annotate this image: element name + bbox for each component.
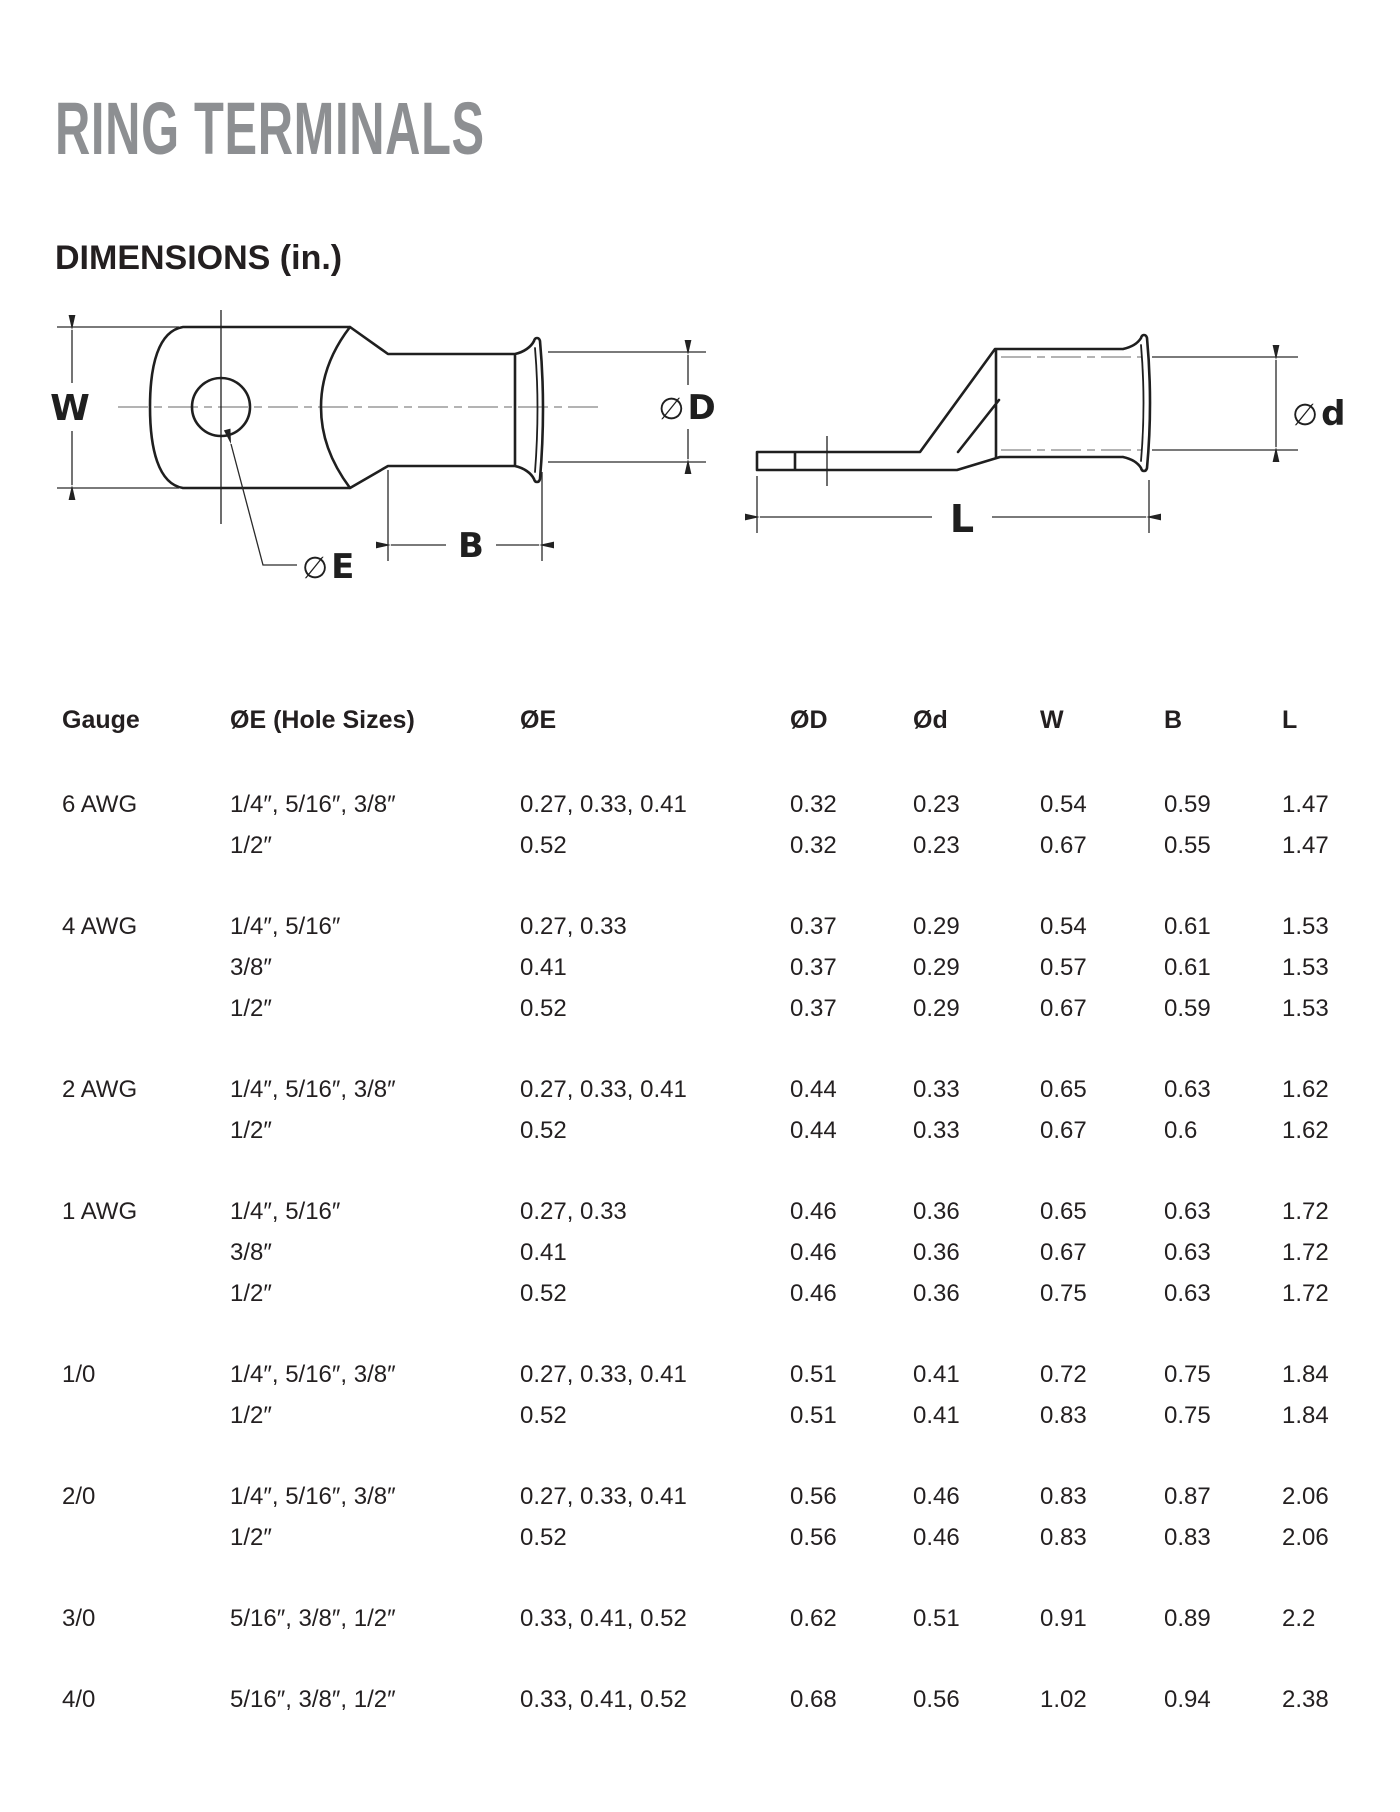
cell-hole-sizes: 5/16″, 3/8″, 1/2″ — [230, 1604, 396, 1632]
cell-l: 1.72 — [1282, 1238, 1329, 1266]
cell-od-small: 0.46 — [913, 1482, 960, 1510]
cell-l: 1.84 — [1282, 1360, 1329, 1388]
cell-hole-sizes: 1/4″, 5/16″ — [230, 1197, 341, 1225]
cell-b: 0.87 — [1164, 1482, 1211, 1510]
cell-w: 0.67 — [1040, 994, 1087, 1022]
table-row — [62, 1354, 1374, 1395]
hole-dia-label — [302, 547, 354, 587]
terminal-drawings-svg — [0, 290, 1400, 590]
spec-table-header — [62, 700, 1374, 741]
cell-gauge: 4 AWG — [62, 912, 138, 940]
page-title: RING TERMINALS — [55, 87, 485, 170]
cell-l: 1.53 — [1282, 994, 1329, 1022]
cell-hole-sizes: 3/8″ — [230, 953, 272, 981]
hole-dia-letter: E — [331, 547, 355, 587]
table-row — [62, 1232, 1374, 1273]
cell-b: 0.63 — [1164, 1197, 1211, 1225]
terminal-top-view-diagram — [50, 310, 716, 587]
cell-b: 0.75 — [1164, 1360, 1211, 1388]
cell-b: 0.55 — [1164, 831, 1211, 859]
cell-b: 0.61 — [1164, 953, 1211, 981]
header-gauge: Gauge — [62, 706, 140, 734]
cell-w: 0.67 — [1040, 1116, 1087, 1144]
cell-w: 0.54 — [1040, 912, 1087, 940]
cell-gauge: 1/0 — [62, 1360, 96, 1388]
w-dimension-label: W — [50, 388, 90, 429]
dimension-diagrams — [0, 290, 1400, 590]
cell-hole-sizes: 1/4″, 5/16″, 3/8″ — [230, 790, 396, 818]
table-group — [62, 1598, 1374, 1639]
cell-l: 1.62 — [1282, 1075, 1329, 1103]
cell-od-small: 0.56 — [913, 1685, 960, 1713]
l-dimension-label: L — [949, 497, 975, 541]
cell-od: 0.37 — [790, 994, 837, 1022]
cell-od-small: 0.41 — [913, 1401, 960, 1429]
cell-od-small: 0.41 — [913, 1360, 960, 1388]
table-row — [62, 1679, 1374, 1720]
table-group — [62, 1069, 1374, 1151]
b-dimension-label: B — [458, 526, 484, 566]
table-row — [62, 1191, 1374, 1232]
header-w: W — [1040, 706, 1064, 734]
cell-gauge: 2/0 — [62, 1482, 96, 1510]
cell-b: 0.75 — [1164, 1401, 1211, 1429]
cell-od-small: 0.33 — [913, 1116, 960, 1144]
cell-gauge: 3/0 — [62, 1604, 96, 1632]
cell-oe: 0.52 — [520, 1116, 567, 1144]
cell-od: 0.44 — [790, 1116, 837, 1144]
cell-hole-sizes: 1/4″, 5/16″, 3/8″ — [230, 1075, 396, 1103]
cell-w: 0.83 — [1040, 1523, 1087, 1551]
cell-b: 0.63 — [1164, 1279, 1211, 1307]
cell-gauge: 2 AWG — [62, 1075, 138, 1103]
cell-w: 0.83 — [1040, 1482, 1087, 1510]
cell-l: 2.06 — [1282, 1482, 1329, 1510]
header-b: B — [1164, 706, 1183, 734]
cell-gauge: 6 AWG — [62, 790, 138, 818]
cell-l: 1.53 — [1282, 912, 1329, 940]
cell-od: 0.62 — [790, 1604, 837, 1632]
table-row — [62, 947, 1374, 988]
cell-l: 2.2 — [1282, 1604, 1316, 1632]
cell-b: 0.83 — [1164, 1523, 1211, 1551]
cell-od: 0.37 — [790, 953, 837, 981]
cell-w: 0.65 — [1040, 1197, 1087, 1225]
cell-l: 1.84 — [1282, 1401, 1329, 1429]
cell-oe: 0.52 — [520, 1401, 567, 1429]
cell-l: 1.72 — [1282, 1279, 1329, 1307]
cell-w: 0.57 — [1040, 953, 1087, 981]
section-heading: DIMENSIONS (in.) — [55, 239, 343, 277]
terminal-side-view-diagram — [757, 335, 1345, 541]
cell-w: 0.54 — [1040, 790, 1087, 818]
cell-od: 0.68 — [790, 1685, 837, 1713]
outer-dia-symbol: ∅ — [658, 392, 685, 427]
table-group — [62, 784, 1374, 866]
cell-hole-sizes: 1/2″ — [230, 1523, 272, 1551]
side-flare-inner-rim-line — [1141, 345, 1144, 461]
header-od-small: Ød — [913, 706, 948, 734]
cell-od: 0.46 — [790, 1279, 837, 1307]
cell-b: 0.89 — [1164, 1604, 1211, 1632]
cell-od-small: 0.46 — [913, 1523, 960, 1551]
cell-od: 0.51 — [790, 1401, 837, 1429]
bore-centerlines — [1001, 357, 1141, 450]
cell-od-small: 0.36 — [913, 1279, 960, 1307]
table-group — [62, 1679, 1374, 1720]
inner-dia-symbol: ∅ — [1292, 398, 1319, 433]
cell-b: 0.59 — [1164, 994, 1211, 1022]
table-row — [62, 1273, 1374, 1314]
cell-l: 1.72 — [1282, 1197, 1329, 1225]
cell-w: 0.67 — [1040, 831, 1087, 859]
cell-oe: 0.27, 0.33, 0.41 — [520, 1360, 687, 1388]
cell-b: 0.63 — [1164, 1075, 1211, 1103]
table-group — [62, 1191, 1374, 1314]
cell-od-small: 0.29 — [913, 953, 960, 981]
header-od: ØD — [790, 706, 828, 734]
cell-od: 0.46 — [790, 1238, 837, 1266]
cell-oe: 0.27, 0.33, 0.41 — [520, 1482, 687, 1510]
cell-od: 0.56 — [790, 1523, 837, 1551]
cell-w: 0.65 — [1040, 1075, 1087, 1103]
cell-od-small: 0.23 — [913, 831, 960, 859]
header-oe: ØE — [520, 706, 557, 734]
cell-hole-sizes: 1/2″ — [230, 831, 272, 859]
cell-oe: 0.27, 0.33 — [520, 1197, 627, 1225]
outer-dia-letter: D — [687, 388, 716, 428]
cell-hole-sizes: 1/2″ — [230, 994, 272, 1022]
cell-oe: 0.33, 0.41, 0.52 — [520, 1604, 687, 1632]
table-group — [62, 1476, 1374, 1558]
cell-b: 0.63 — [1164, 1238, 1211, 1266]
inner-dia-letter: d — [1321, 394, 1346, 434]
cell-oe: 0.52 — [520, 1523, 567, 1551]
cell-hole-sizes: 1/4″, 5/16″, 3/8″ — [230, 1482, 396, 1510]
cell-gauge: 4/0 — [62, 1685, 96, 1713]
cell-hole-sizes: 1/4″, 5/16″ — [230, 912, 341, 940]
spec-table — [62, 700, 1374, 1720]
cell-hole-sizes: 1/2″ — [230, 1279, 272, 1307]
cell-hole-sizes: 1/4″, 5/16″, 3/8″ — [230, 1360, 396, 1388]
cell-b: 0.61 — [1164, 912, 1211, 940]
cell-od-small: 0.23 — [913, 790, 960, 818]
cell-b: 0.6 — [1164, 1116, 1198, 1144]
cell-w: 0.67 — [1040, 1238, 1087, 1266]
cell-hole-sizes: 1/2″ — [230, 1116, 272, 1144]
cell-od-small: 0.33 — [913, 1075, 960, 1103]
outer-dia-label — [658, 388, 715, 428]
table-row — [62, 906, 1374, 947]
cell-l: 2.38 — [1282, 1685, 1329, 1713]
cell-oe: 0.41 — [520, 953, 567, 981]
table-group — [62, 906, 1374, 1029]
cell-oe: 0.52 — [520, 994, 567, 1022]
cell-od-small: 0.36 — [913, 1197, 960, 1225]
inner-dia-label — [1292, 394, 1345, 434]
cell-l: 1.47 — [1282, 831, 1329, 859]
table-row — [62, 784, 1374, 825]
cell-od: 0.46 — [790, 1197, 837, 1225]
cell-oe: 0.41 — [520, 1238, 567, 1266]
cell-hole-sizes: 5/16″, 3/8″, 1/2″ — [230, 1685, 396, 1713]
cell-hole-sizes: 1/2″ — [230, 1401, 272, 1429]
hole-dia-symbol: ∅ — [302, 551, 329, 586]
cell-oe: 0.27, 0.33 — [520, 912, 627, 940]
cell-od-small: 0.29 — [913, 912, 960, 940]
cell-od-small: 0.29 — [913, 994, 960, 1022]
hole-dia-leader-line — [231, 444, 297, 565]
cell-oe: 0.27, 0.33, 0.41 — [520, 790, 687, 818]
cell-od: 0.44 — [790, 1075, 837, 1103]
cell-od: 0.51 — [790, 1360, 837, 1388]
header-l: L — [1282, 706, 1298, 734]
table-row — [62, 1517, 1374, 1558]
cell-w: 0.91 — [1040, 1604, 1087, 1632]
cell-oe: 0.27, 0.33, 0.41 — [520, 1075, 687, 1103]
flare-inner-rim-line — [535, 348, 538, 472]
cell-b: 0.94 — [1164, 1685, 1211, 1713]
cell-od-small: 0.51 — [913, 1604, 960, 1632]
table-row — [62, 1395, 1374, 1436]
cell-l: 1.53 — [1282, 953, 1329, 981]
table-row — [62, 825, 1374, 866]
cell-oe: 0.52 — [520, 831, 567, 859]
table-row — [62, 1476, 1374, 1517]
cell-oe: 0.52 — [520, 1279, 567, 1307]
cell-w: 0.72 — [1040, 1360, 1087, 1388]
cell-w: 0.83 — [1040, 1401, 1087, 1429]
cell-w: 0.75 — [1040, 1279, 1087, 1307]
cell-od: 0.56 — [790, 1482, 837, 1510]
cell-b: 0.59 — [1164, 790, 1211, 818]
cell-l: 1.47 — [1282, 790, 1329, 818]
cell-l: 2.06 — [1282, 1523, 1329, 1551]
cell-oe: 0.33, 0.41, 0.52 — [520, 1685, 687, 1713]
cell-od-small: 0.36 — [913, 1238, 960, 1266]
cell-w: 1.02 — [1040, 1685, 1087, 1713]
cell-hole-sizes: 3/8″ — [230, 1238, 272, 1266]
table-row — [62, 1110, 1374, 1151]
cell-od: 0.37 — [790, 912, 837, 940]
spec-table-body — [62, 784, 1374, 1720]
table-group — [62, 1354, 1374, 1436]
cell-l: 1.62 — [1282, 1116, 1329, 1144]
cell-gauge: 1 AWG — [62, 1197, 138, 1225]
header-hole-sizes: ØE (Hole Sizes) — [230, 706, 415, 734]
table-row — [62, 1598, 1374, 1639]
cell-od: 0.32 — [790, 831, 837, 859]
table-row — [62, 1069, 1374, 1110]
cell-od: 0.32 — [790, 790, 837, 818]
table-row — [62, 988, 1374, 1029]
